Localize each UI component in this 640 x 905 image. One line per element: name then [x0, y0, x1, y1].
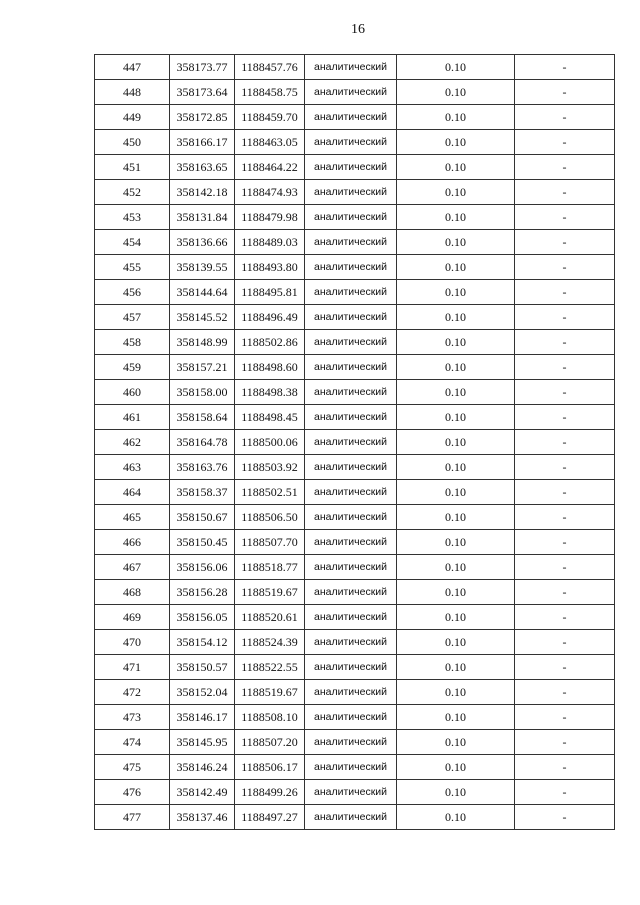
method-cell: аналитический	[305, 405, 397, 430]
coordinate-y-cell: 1188502.86	[235, 330, 305, 355]
accuracy-cell: 0.10	[397, 705, 515, 730]
method-cell: аналитический	[305, 230, 397, 255]
coordinate-x-cell: 358150.67	[170, 505, 235, 530]
table-row	[95, 205, 615, 230]
table-row	[95, 305, 615, 330]
coordinate-y-cell: 1188508.10	[235, 705, 305, 730]
accuracy-cell: 0.10	[397, 130, 515, 155]
coordinate-y-cell: 1188522.55	[235, 655, 305, 680]
note-cell: -	[515, 755, 615, 780]
table-row	[95, 455, 615, 480]
coordinates-table-body	[95, 55, 615, 830]
method-cell: аналитический	[305, 330, 397, 355]
point-number-cell: 452	[95, 180, 170, 205]
point-number-cell: 477	[95, 805, 170, 830]
point-number-cell: 458	[95, 330, 170, 355]
method-cell: аналитический	[305, 730, 397, 755]
note-cell: -	[515, 230, 615, 255]
note-cell: -	[515, 505, 615, 530]
coordinate-x-cell: 358166.17	[170, 130, 235, 155]
coordinate-x-cell: 358157.21	[170, 355, 235, 380]
accuracy-cell: 0.10	[397, 630, 515, 655]
point-number-cell: 455	[95, 255, 170, 280]
accuracy-cell: 0.10	[397, 380, 515, 405]
table-row	[95, 430, 615, 455]
coordinate-x-cell: 358131.84	[170, 205, 235, 230]
table-row	[95, 680, 615, 705]
coordinate-y-cell: 1188464.22	[235, 155, 305, 180]
accuracy-cell: 0.10	[397, 805, 515, 830]
method-cell: аналитический	[305, 55, 397, 80]
accuracy-cell: 0.10	[397, 405, 515, 430]
coordinate-x-cell: 358154.12	[170, 630, 235, 655]
coordinate-x-cell: 358139.55	[170, 255, 235, 280]
coordinate-y-cell: 1188524.39	[235, 630, 305, 655]
coordinate-y-cell: 1188502.51	[235, 480, 305, 505]
table-row	[95, 405, 615, 430]
method-cell: аналитический	[305, 105, 397, 130]
accuracy-cell: 0.10	[397, 680, 515, 705]
point-number-cell: 463	[95, 455, 170, 480]
note-cell: -	[515, 55, 615, 80]
accuracy-cell: 0.10	[397, 780, 515, 805]
method-cell: аналитический	[305, 755, 397, 780]
point-number-cell: 472	[95, 680, 170, 705]
table-row	[95, 655, 615, 680]
method-cell: аналитический	[305, 480, 397, 505]
coordinate-y-cell: 1188503.92	[235, 455, 305, 480]
method-cell: аналитический	[305, 205, 397, 230]
coordinates-table	[94, 54, 615, 830]
accuracy-cell: 0.10	[397, 580, 515, 605]
note-cell: -	[515, 130, 615, 155]
note-cell: -	[515, 705, 615, 730]
coordinate-x-cell: 358156.05	[170, 605, 235, 630]
point-number-cell: 471	[95, 655, 170, 680]
coordinate-x-cell: 358136.66	[170, 230, 235, 255]
method-cell: аналитический	[305, 155, 397, 180]
table-row	[95, 130, 615, 155]
coordinate-y-cell: 1188479.98	[235, 205, 305, 230]
coordinate-x-cell: 358144.64	[170, 280, 235, 305]
coordinate-x-cell: 358150.57	[170, 655, 235, 680]
coordinate-y-cell: 1188499.26	[235, 780, 305, 805]
coordinate-x-cell: 358152.04	[170, 680, 235, 705]
coordinate-y-cell: 1188518.77	[235, 555, 305, 580]
note-cell: -	[515, 280, 615, 305]
accuracy-cell: 0.10	[397, 480, 515, 505]
coordinate-x-cell: 358150.45	[170, 530, 235, 555]
note-cell: -	[515, 430, 615, 455]
point-number-cell: 473	[95, 705, 170, 730]
accuracy-cell: 0.10	[397, 430, 515, 455]
accuracy-cell: 0.10	[397, 180, 515, 205]
note-cell: -	[515, 330, 615, 355]
table-row	[95, 280, 615, 305]
accuracy-cell: 0.10	[397, 230, 515, 255]
coordinate-x-cell: 358163.65	[170, 155, 235, 180]
coordinate-x-cell: 358173.64	[170, 80, 235, 105]
coordinate-y-cell: 1188507.20	[235, 730, 305, 755]
table-row	[95, 255, 615, 280]
table-row	[95, 805, 615, 830]
coordinate-x-cell: 358172.85	[170, 105, 235, 130]
table-row	[95, 530, 615, 555]
note-cell: -	[515, 655, 615, 680]
accuracy-cell: 0.10	[397, 530, 515, 555]
table-row	[95, 55, 615, 80]
table-row	[95, 355, 615, 380]
accuracy-cell: 0.10	[397, 330, 515, 355]
accuracy-cell: 0.10	[397, 730, 515, 755]
accuracy-cell: 0.10	[397, 655, 515, 680]
point-number-cell: 449	[95, 105, 170, 130]
note-cell: -	[515, 355, 615, 380]
table-row	[95, 155, 615, 180]
coordinate-y-cell: 1188458.75	[235, 80, 305, 105]
coordinate-y-cell: 1188493.80	[235, 255, 305, 280]
coordinate-y-cell: 1188506.17	[235, 755, 305, 780]
table-row	[95, 780, 615, 805]
point-number-cell: 451	[95, 155, 170, 180]
table-row	[95, 80, 615, 105]
point-number-cell: 457	[95, 305, 170, 330]
accuracy-cell: 0.10	[397, 80, 515, 105]
coordinate-x-cell: 358142.18	[170, 180, 235, 205]
coordinate-x-cell: 358156.28	[170, 580, 235, 605]
table-row	[95, 480, 615, 505]
method-cell: аналитический	[305, 680, 397, 705]
table-row	[95, 330, 615, 355]
method-cell: аналитический	[305, 505, 397, 530]
coordinate-y-cell: 1188474.93	[235, 180, 305, 205]
coordinate-x-cell: 358148.99	[170, 330, 235, 355]
point-number-cell: 467	[95, 555, 170, 580]
method-cell: аналитический	[305, 130, 397, 155]
coordinate-y-cell: 1188507.70	[235, 530, 305, 555]
method-cell: аналитический	[305, 530, 397, 555]
coordinate-x-cell: 358146.24	[170, 755, 235, 780]
accuracy-cell: 0.10	[397, 280, 515, 305]
coordinate-x-cell: 358137.46	[170, 805, 235, 830]
note-cell: -	[515, 805, 615, 830]
coordinate-x-cell: 358163.76	[170, 455, 235, 480]
coordinate-x-cell: 358158.64	[170, 405, 235, 430]
table-row	[95, 730, 615, 755]
note-cell: -	[515, 605, 615, 630]
coordinate-x-cell: 358156.06	[170, 555, 235, 580]
note-cell: -	[515, 530, 615, 555]
method-cell: аналитический	[305, 355, 397, 380]
method-cell: аналитический	[305, 780, 397, 805]
point-number-cell: 469	[95, 605, 170, 630]
accuracy-cell: 0.10	[397, 755, 515, 780]
note-cell: -	[515, 255, 615, 280]
accuracy-cell: 0.10	[397, 505, 515, 530]
point-number-cell: 470	[95, 630, 170, 655]
coordinate-y-cell: 1188506.50	[235, 505, 305, 530]
table-row	[95, 230, 615, 255]
point-number-cell: 460	[95, 380, 170, 405]
point-number-cell: 475	[95, 755, 170, 780]
accuracy-cell: 0.10	[397, 305, 515, 330]
coordinate-x-cell: 358158.00	[170, 380, 235, 405]
coordinate-y-cell: 1188459.70	[235, 105, 305, 130]
point-number-cell: 465	[95, 505, 170, 530]
coordinate-x-cell: 358164.78	[170, 430, 235, 455]
note-cell: -	[515, 80, 615, 105]
point-number-cell: 468	[95, 580, 170, 605]
note-cell: -	[515, 580, 615, 605]
coordinate-y-cell: 1188498.38	[235, 380, 305, 405]
point-number-cell: 461	[95, 405, 170, 430]
method-cell: аналитический	[305, 180, 397, 205]
table-row	[95, 505, 615, 530]
method-cell: аналитический	[305, 380, 397, 405]
coordinate-y-cell: 1188498.60	[235, 355, 305, 380]
coordinate-x-cell: 358145.52	[170, 305, 235, 330]
table-row	[95, 755, 615, 780]
point-number-cell: 474	[95, 730, 170, 755]
note-cell: -	[515, 380, 615, 405]
method-cell: аналитический	[305, 455, 397, 480]
method-cell: аналитический	[305, 805, 397, 830]
point-number-cell: 459	[95, 355, 170, 380]
coordinate-y-cell: 1188496.49	[235, 305, 305, 330]
accuracy-cell: 0.10	[397, 255, 515, 280]
point-number-cell: 466	[95, 530, 170, 555]
method-cell: аналитический	[305, 255, 397, 280]
table-row	[95, 605, 615, 630]
coordinate-x-cell: 358158.37	[170, 480, 235, 505]
note-cell: -	[515, 105, 615, 130]
note-cell: -	[515, 555, 615, 580]
accuracy-cell: 0.10	[397, 455, 515, 480]
note-cell: -	[515, 205, 615, 230]
table-row	[95, 380, 615, 405]
point-number-cell: 453	[95, 205, 170, 230]
table-row	[95, 580, 615, 605]
note-cell: -	[515, 630, 615, 655]
table-row	[95, 630, 615, 655]
note-cell: -	[515, 680, 615, 705]
coordinate-y-cell: 1188498.45	[235, 405, 305, 430]
method-cell: аналитический	[305, 280, 397, 305]
note-cell: -	[515, 480, 615, 505]
accuracy-cell: 0.10	[397, 55, 515, 80]
coordinate-y-cell: 1188519.67	[235, 680, 305, 705]
coordinate-x-cell: 358142.49	[170, 780, 235, 805]
note-cell: -	[515, 305, 615, 330]
coordinate-y-cell: 1188500.06	[235, 430, 305, 455]
table-row	[95, 180, 615, 205]
coordinate-y-cell: 1188495.81	[235, 280, 305, 305]
method-cell: аналитический	[305, 630, 397, 655]
table-row	[95, 105, 615, 130]
point-number-cell: 450	[95, 130, 170, 155]
accuracy-cell: 0.10	[397, 155, 515, 180]
method-cell: аналитический	[305, 605, 397, 630]
method-cell: аналитический	[305, 655, 397, 680]
point-number-cell: 456	[95, 280, 170, 305]
method-cell: аналитический	[305, 555, 397, 580]
point-number-cell: 476	[95, 780, 170, 805]
coordinate-y-cell: 1188519.67	[235, 580, 305, 605]
point-number-cell: 447	[95, 55, 170, 80]
accuracy-cell: 0.10	[397, 205, 515, 230]
method-cell: аналитический	[305, 580, 397, 605]
coordinate-y-cell: 1188489.03	[235, 230, 305, 255]
note-cell: -	[515, 730, 615, 755]
coordinate-x-cell: 358173.77	[170, 55, 235, 80]
coordinate-x-cell: 358146.17	[170, 705, 235, 730]
table-row	[95, 705, 615, 730]
note-cell: -	[515, 455, 615, 480]
point-number-cell: 464	[95, 480, 170, 505]
point-number-cell: 448	[95, 80, 170, 105]
coordinate-y-cell: 1188463.05	[235, 130, 305, 155]
method-cell: аналитический	[305, 430, 397, 455]
coordinate-y-cell: 1188520.61	[235, 605, 305, 630]
note-cell: -	[515, 405, 615, 430]
coordinate-y-cell: 1188497.27	[235, 805, 305, 830]
method-cell: аналитический	[305, 305, 397, 330]
point-number-cell: 454	[95, 230, 170, 255]
accuracy-cell: 0.10	[397, 105, 515, 130]
accuracy-cell: 0.10	[397, 555, 515, 580]
method-cell: аналитический	[305, 705, 397, 730]
table-row	[95, 555, 615, 580]
note-cell: -	[515, 155, 615, 180]
note-cell: -	[515, 780, 615, 805]
note-cell: -	[515, 180, 615, 205]
accuracy-cell: 0.10	[397, 355, 515, 380]
coordinate-x-cell: 358145.95	[170, 730, 235, 755]
method-cell: аналитический	[305, 80, 397, 105]
accuracy-cell: 0.10	[397, 605, 515, 630]
page-number: 16	[351, 22, 365, 37]
point-number-cell: 462	[95, 430, 170, 455]
coordinate-y-cell: 1188457.76	[235, 55, 305, 80]
